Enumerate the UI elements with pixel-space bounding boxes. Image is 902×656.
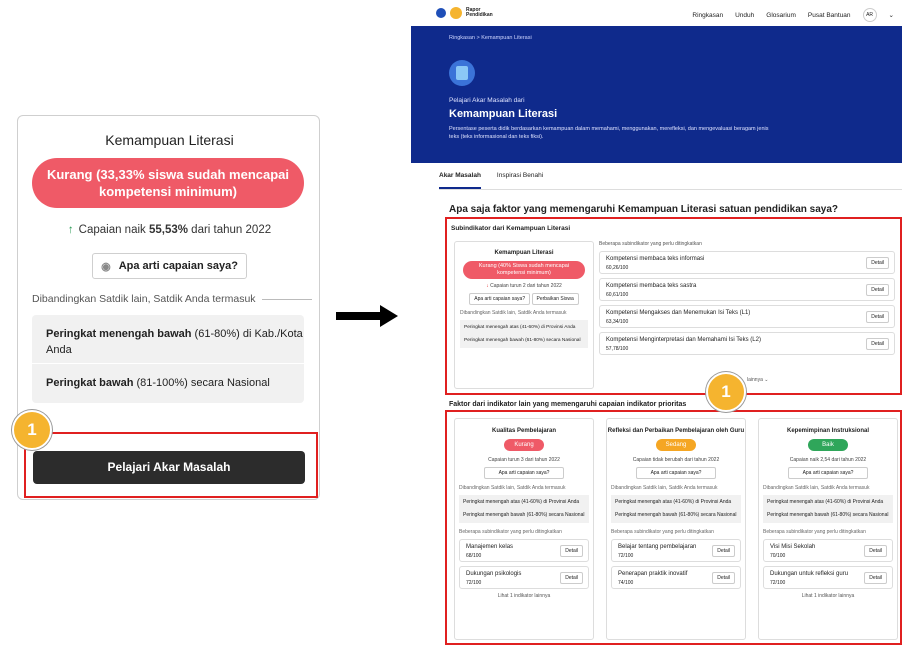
detail-page — [411, 0, 902, 656]
status-badge: Kurang (33,33% siswa sudah mencapai kompetensi minimum) — [32, 158, 304, 208]
step-marker: 1 — [12, 410, 52, 450]
mini-badge: Kurang (40% Siswa sudah mencapai kompetensi minimum) — [463, 261, 585, 279]
other-factors-section — [445, 410, 902, 645]
avatar[interactable]: AR — [863, 8, 877, 22]
trend-text: Capaian turun 3 dari tahun 2022 — [488, 457, 560, 463]
subindicator-section — [445, 217, 902, 395]
mini-ranking: Peringkat menengah atas (41-60%) di Provinsi Anda Peringkat menengah bawah (61-80%) secara Nasional — [460, 320, 588, 348]
tab-bar — [439, 172, 543, 189]
list-item: Visi Misi Sekolah 70/100 Detail — [763, 539, 893, 562]
ranking-box: Peringkat menengah atas (41-60%) di Provinsi Anda Peringkat menengah bawah (61-80%) secara Nasional — [611, 495, 741, 523]
tab-inspirasi-benahi[interactable]: Inspirasi Benahi — [496, 172, 544, 179]
mini-title: Kemampuan Literasi — [494, 250, 554, 256]
status-badge: Baik — [808, 439, 848, 451]
show-more-link[interactable]: lainnya ⌄ — [747, 377, 769, 383]
compare-label: Dibandingkan Satdik lain, Satdik Anda termasuk — [611, 485, 718, 491]
help-button[interactable]: Apa arti capaian saya? — [636, 467, 716, 479]
learn-root-cause-button[interactable]: Pelajari Akar Masalah — [33, 451, 305, 484]
compare-label: Dibandingkan Satdik lain, Satdik Anda termasuk — [763, 485, 870, 491]
factor-title: Refleksi dan Perbaikan Pembelajaran oleh Guru — [607, 428, 745, 434]
ranking-box — [32, 315, 304, 403]
list-hint: Beberapa subindikator yang perlu ditingkatkan — [611, 529, 714, 535]
detail-button[interactable]: Detail — [560, 572, 583, 584]
ranking-box: Peringkat menengah atas (41-60%) di Provinsi Anda Peringkat menengah bawah (61-80%) secara Nasional — [459, 495, 589, 523]
book-icon — [449, 60, 475, 86]
top-nav — [411, 0, 902, 26]
detail-button[interactable]: Detail — [712, 572, 735, 584]
eye-icon: ◉ — [101, 260, 111, 273]
mini-trend: ↓ Capaian turun 2 dari tahun 2022 — [486, 283, 562, 289]
detail-button[interactable]: Detail — [560, 545, 583, 557]
detail-button[interactable]: Detail — [866, 257, 889, 269]
section-question: Apa saja faktor yang memengaruhi Kemampuan Literasi satuan pendidikan saya? — [449, 204, 839, 215]
trend-text: Capaian naik 2,54 dari tahun 2022 — [789, 457, 867, 463]
hero-subtitle: Pelajari Akar Masalah dari — [449, 97, 525, 104]
help-button[interactable]: Apa arti capaian saya? — [484, 467, 564, 479]
trend-text: Capaian tidak berubah dari tahun 2022 — [632, 457, 720, 463]
nav-glosarium[interactable]: Glosarium — [766, 11, 796, 19]
status-badge: Kurang — [504, 439, 544, 451]
step-marker: 1 — [706, 372, 746, 412]
compare-label: Dibandingkan Satdik lain, Satdik Anda termasuk — [459, 485, 566, 491]
nav-pusat-bantuan[interactable]: Pusat Bantuan — [807, 11, 851, 19]
factor-card — [758, 418, 898, 640]
indicator-list — [599, 241, 895, 355]
help-button[interactable]: Apa arti capaian saya? — [788, 467, 868, 479]
rank-regional: Peringkat menengah bawah (61-80%) di Kab./Kota Anda — [46, 328, 303, 356]
list-item: Penerapan praktik inovatif 74/100 Detail — [611, 566, 741, 589]
highlight-box — [24, 432, 318, 498]
list-item: Kompetensi Mengakses dan Menemukan Isi Teks (L1) 63,34/100 Detail — [599, 305, 895, 328]
detail-button[interactable]: Detail — [864, 545, 887, 557]
ranking-box: Peringkat menengah atas (41-60%) di Provinsi Anda Peringkat menengah bawah (61-80%) secara Nasional — [763, 495, 893, 523]
chevron-down-icon[interactable]: ⌄ — [888, 12, 894, 19]
list-item: Kompetensi Menginterpretasi dan Memahami Isi Teks (L2) 57,78/100 Detail — [599, 332, 895, 355]
list-item: Kompetensi membaca teks sastra 60,61/100 Detail — [599, 278, 895, 301]
mini-card — [454, 241, 594, 389]
hero-banner — [411, 26, 902, 163]
nav-unduh[interactable]: Unduh — [735, 11, 755, 19]
list-item: Manajemen kelas 68/100 Detail — [459, 539, 589, 562]
arrow-up-icon: ↑ — [67, 224, 74, 236]
factor-title: Kepemimpinan Instruksional — [786, 428, 870, 434]
detail-button[interactable]: Detail — [866, 338, 889, 350]
detail-button[interactable]: Detail — [864, 572, 887, 584]
breadcrumb[interactable]: Ringkasan > Kemampuan Literasi — [449, 35, 532, 41]
list-item: Dukungan untuk refleksi guru 72/100 Detail — [763, 566, 893, 589]
hero-description: Persentase peserta didik berdasarkan kemampuan dalam memahami, menggunakan, merefleksi, dan mengevaluasi beragam jenis teks (teks informasional dan teks fiksi). — [449, 126, 769, 140]
mini-help-button[interactable]: Apa arti capaian saya? — [469, 293, 530, 305]
factor-card — [606, 418, 746, 640]
help-button[interactable]: ◉ Apa arti capaian saya? — [92, 253, 247, 279]
factor-card — [454, 418, 594, 640]
show-more-link[interactable]: Lihat 1 indikator lainnya — [497, 593, 551, 599]
compare-label: Dibandingkan Satdik lain, Satdik Anda termasuk — [32, 293, 312, 305]
tab-akar-masalah[interactable]: Akar Masalah — [439, 172, 481, 189]
mini-improve-button[interactable]: Perbaikan Siswa — [532, 293, 579, 305]
trend-text: ↑ Capaian naik 55,53% dari tahun 2022 — [67, 224, 272, 236]
detail-button[interactable]: Detail — [866, 284, 889, 296]
arrow-right-icon — [336, 305, 398, 327]
nav-ringkasan[interactable]: Ringkasan — [692, 11, 724, 19]
rank-national: Peringkat bawah (81-100%) secara Nasional — [46, 377, 270, 389]
list-hint: Beberapa subindikator yang perlu ditingkatkan — [763, 529, 866, 535]
mini-compare: Dibandingkan Satdik lain, Satdik Anda termasuk — [460, 310, 567, 316]
list-item: Dukungan psikologis 72/100 Detail — [459, 566, 589, 589]
list-hint: Beberapa subindikator yang perlu ditingkatkan — [599, 241, 702, 247]
tut-wuri-icon — [436, 8, 446, 18]
list-item: Kompetensi membaca teks informasi 60,26/100 Detail — [599, 251, 895, 274]
list-item: Belajar tentang pembelajaran 72/100 Detail — [611, 539, 741, 562]
show-more-link[interactable]: Lihat 1 indikator lainnya — [801, 593, 855, 599]
sun-icon — [450, 7, 462, 19]
section-title: Subindikator dari Kemampuan Literasi — [451, 225, 571, 232]
status-badge: Sedang — [656, 439, 696, 451]
logo[interactable]: Rapor Pendidikan — [436, 7, 490, 19]
card-title: Kemampuan Literasi — [105, 132, 234, 148]
detail-button[interactable]: Detail — [866, 311, 889, 323]
list-hint: Beberapa subindikator yang perlu ditingkatkan — [459, 529, 562, 535]
section-question-2: Faktor dari indikator lain yang memengaruhi capaian indikator prioritas — [449, 401, 687, 408]
factor-title: Kualitas Pembelajaran — [491, 428, 557, 434]
page-title: Kemampuan Literasi — [449, 108, 558, 120]
detail-button[interactable]: Detail — [712, 545, 735, 557]
